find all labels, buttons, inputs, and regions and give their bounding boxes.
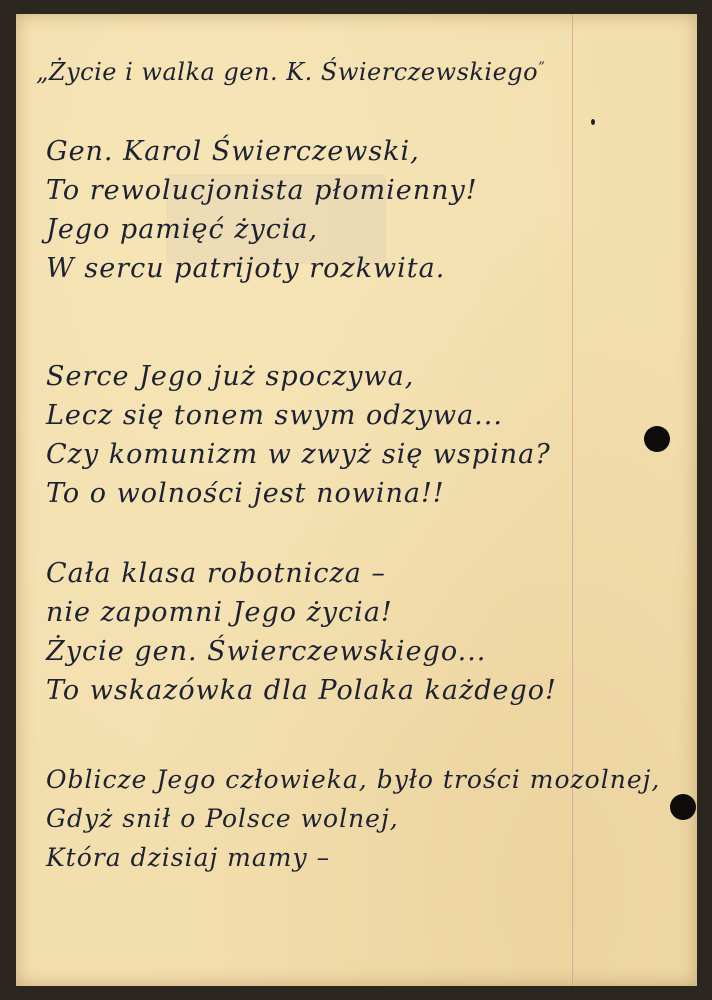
poem-line: W sercu patrijoty rozkwita. <box>46 253 446 284</box>
poem-line: nie zapomni Jego życia! <box>46 597 393 628</box>
stanza-1 <box>46 132 606 288</box>
poem-title-text: „Życie i walka gen. K. Świerczewskiego <box>36 58 539 86</box>
poem-line: Jego pamięć życia, <box>46 214 319 245</box>
poem-line: To o wolności jest nowina!! <box>46 478 445 509</box>
poem-line: Która dzisiaj mamy – <box>46 843 331 872</box>
paper-sheet <box>16 14 697 986</box>
poem-line: Cała klasa robotnicza – <box>46 558 386 589</box>
poem-line: Gen. Karol Świerczewski, <box>46 136 420 167</box>
stanza-2 <box>46 357 606 513</box>
poem-title <box>36 58 545 86</box>
poem-line: To rewolucjonista płomienny! <box>46 175 478 206</box>
stanza-4 <box>46 760 661 877</box>
poem-line: Czy komunizm w zwyż się wspina? <box>46 439 551 470</box>
poem-title-quote: ” <box>538 60 546 75</box>
poem-line: Gdyż snił o Polsce wolnej, <box>46 804 399 833</box>
poem-line: To wskazówka dla Polaka każdego! <box>46 675 557 706</box>
poem-line: Oblicze Jego człowieka, było trości mozolnej, <box>46 765 661 794</box>
handwritten-poem <box>16 14 697 986</box>
poem-line: Lecz się tonem swym odzywa... <box>46 400 503 431</box>
poem-line: Życie gen. Świerczewskiego... <box>46 636 487 667</box>
stanza-3 <box>46 554 606 710</box>
poem-line: Serce Jego już spoczywa, <box>46 361 415 392</box>
